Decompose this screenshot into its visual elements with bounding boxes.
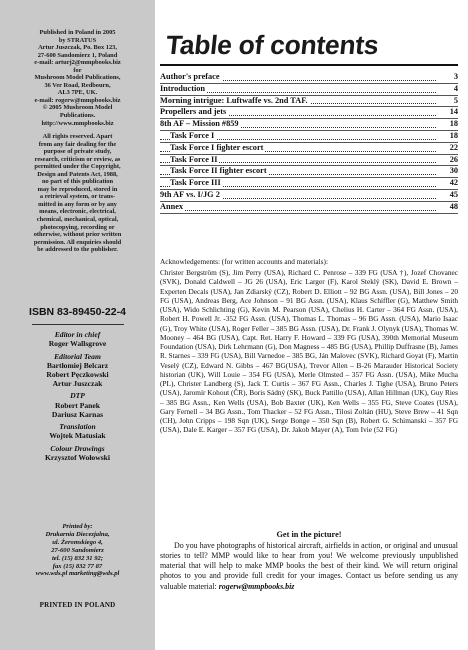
toc-entry-label: Task Force I fighter escort xyxy=(170,142,264,152)
credit-name: Wojtek Matusiak xyxy=(49,431,106,441)
contact-email[interactable]: rogerw@mmpbooks.biz xyxy=(218,581,295,591)
toc-entry-page: 18 xyxy=(449,119,458,129)
rights-line: means, electronic, electrical, xyxy=(39,208,116,216)
rights-line: be addressed to the publisher. xyxy=(37,246,118,254)
toc-entry-page: 4 xyxy=(453,83,458,93)
rights-line: mitted in any form or by any xyxy=(38,200,117,208)
sidebar xyxy=(0,0,155,650)
publisher-line: 27-600 Sandomierz 1, Poland xyxy=(37,51,118,59)
toc-entry-label: 9th AF vs. I/JG 2 xyxy=(160,189,220,199)
toc-entry-page: 22 xyxy=(449,142,458,152)
acknowledgements-heading: Acknowledgements: (for written accounts and materials): xyxy=(160,257,328,266)
toc-entry-page: 30 xyxy=(449,166,458,176)
get-in-picture-body xyxy=(160,541,458,592)
toc-entry-label: Annex xyxy=(160,201,184,211)
isbn: ISBN 83-89450-22-4 xyxy=(29,306,126,318)
rights-line: permission. All enquiries should xyxy=(33,238,122,246)
credit-name: Bartłomiej Belcarz xyxy=(46,360,109,370)
get-in-picture-heading: Get in the picture! xyxy=(276,530,342,539)
rights-line: permitted under the Copyright, xyxy=(34,163,121,171)
publisher-line: by STRATUS xyxy=(58,36,97,44)
get-in-picture xyxy=(160,530,458,592)
publisher-line: Mushroom Model Publications, xyxy=(34,74,121,82)
printer-line: ul. Żeromskiego 4, xyxy=(52,538,103,546)
printer-line: www.wds.pl marketing@wds.pl xyxy=(35,570,120,578)
publisher-line: 36 Ver Road, Redbourn, xyxy=(44,81,111,89)
toc-entry-page: 26 xyxy=(449,154,458,164)
credit-role: DTP xyxy=(70,391,85,401)
printer-line: 27-600 Sandomierz xyxy=(51,546,104,554)
printer-line: Drukarnia Diecezjalna, xyxy=(45,530,110,538)
toc-entry-label: Task Force II xyxy=(170,154,218,164)
toc-entry-label: Task Force I xyxy=(170,130,215,140)
rights-line: purpose of private study, xyxy=(43,148,112,156)
rights-line: no part of this publication xyxy=(41,178,114,186)
toc-entry-label: Propellers and jets xyxy=(160,107,227,117)
credit-role: Translation xyxy=(59,422,96,432)
toc-entry[interactable] xyxy=(160,107,458,119)
credits xyxy=(4,330,151,462)
toc-entry-label: Task Force III xyxy=(170,178,221,188)
publisher-line: for xyxy=(73,66,82,74)
toc-entry-page: 14 xyxy=(449,107,458,117)
rights-notice xyxy=(4,133,151,254)
publisher-info xyxy=(4,29,151,127)
toc-entry-page: 45 xyxy=(449,189,458,199)
toc-entry-label: Morning intrigue: Luftwaffe vs. 2nd TAF. xyxy=(160,95,308,105)
printer-line: fax (15) 832 77 87 xyxy=(52,562,103,570)
toc-entry-label: Introduction xyxy=(160,83,206,93)
toc-entry[interactable] xyxy=(160,155,458,167)
credit-name: Artur Juszczak xyxy=(52,378,103,388)
credit-name: Robert Pęczkowski xyxy=(46,369,109,379)
rights-line: Design and Patents Act, 1988, xyxy=(37,170,118,178)
toc-entry[interactable] xyxy=(160,72,458,84)
toc-entry-page: 3 xyxy=(453,72,458,81)
toc-entry[interactable] xyxy=(160,96,458,108)
credit-role: Colour Drawings xyxy=(50,443,105,453)
acknowledgements-text: Christer Bergström (S), Jim Perry (USA), Richard C. Penrose – 339 FG (USA †), Jozef Chovanec (SVK), Donald Caldwell – JG 26 (USA), Eric Larger (F), Karol Steklý (SK), David E. Brown – Experten Decals (USA), Jan Zdiarský (CZ), Robert D. Elliott – 92 BG Assn. (USA), Bill Jones – 20 FG (USA), Andreas Berg, Ace Johnson – 91 BG Assn. (USA), Klaus Schiffler (G), Matthew Smith (USA), Wido Schlichting (G), Kevin M. Pearson (USA), Chelius H. Carter – 364 FG Assn. (USA), Robert H. Powell Jr. -352 FG Assn. (USA), Thomas L. Thomas – 96 BG Assn. (USA), Mario Isaac (G), Troy White (USA), Roger Feller – 385 BG Assn. (USA), Dr. Frank J. Olynyk (USA), Thomas W. Mooney – 464 BG (USA), Capt. Ret. Harry F. Howard – 339 FG (USA), 390th Memorial Museum Foundation (USA), Dirk Lehrmann (G), Don Magness – 485 BG (USA), Phillip Duffrasne (B), James R. Starnes – 339 FG (USA), Bill Varnedoe – 385 BG, Ján Malovec (SVK), Richard Goyat (F), Martin Veselý (CZ), Edward N. Gibbs – 467 BG(USA), Trevor Allen – B-26 Marauder Historical Society historian (UK), Will Louie – 354 FG (USA), Merle Olmsted – 357 FG Assn. (USA), Mike Mucha (PL), Christer Landberg (S), Jack T. Curtis – 367 FG Assn., Charles J. Tighe (USA), Bruno Peters (USA), Jaromír Kohout (ČR), Boris Sádný (SK), Buck Pattillo (USA), Allan Hillman (UK), Guy Ries – 385 BG Assn., Ken Wells (USA), Bob Baxter (UK), Ken Wells – 355 FG, Steve Coates (USA), Gary Fernell – 34 BG Assn., Tom Thacker – 52 FG Assn., Tilosi Zoltán (HU), Steve Brew – 41 Sqn (CH), John Cripps – 198 Sqn (UK), Serge Bonge – 350 Sqn (B), Robert G. Schimanski – 357 FG (USA), Dale E. Karger – 357 FG (USA), Dr. Jakob Mayer (A), Tom Ivie (52 FG) xyxy=(160,268,458,435)
rights-line: may be reproduced, stored in xyxy=(37,185,118,193)
rights-line: photocopying, recording or xyxy=(40,223,115,231)
rights-line: from any fair dealing for the xyxy=(38,140,117,148)
toc-entry-page: 42 xyxy=(449,178,458,188)
publisher-line: Artur Juszczak, Po. Box 123, xyxy=(38,44,117,52)
publisher-line: e-mail: arturj2@mmpbooks.biz xyxy=(34,59,121,67)
printer-info xyxy=(4,523,151,578)
toc-leader xyxy=(160,210,436,211)
toc-entry[interactable] xyxy=(160,190,458,202)
credit-name: Krzysztof Wołowski xyxy=(44,452,111,462)
toc-entry-page: 18 xyxy=(449,130,458,140)
toc-entry-label: Author's preface xyxy=(160,72,220,81)
publisher-line: AL3 7PE, UK. xyxy=(57,89,98,97)
rights-line: otherwise, without prior written xyxy=(33,231,122,239)
toc-entry[interactable] xyxy=(160,202,458,214)
rights-line: chemical, mechanical, optical, xyxy=(36,216,119,224)
toc-entry[interactable] xyxy=(160,119,458,131)
credit-role: Editor in chief xyxy=(54,330,101,339)
toc-list xyxy=(160,72,458,214)
toc-entry-label: Task Force II fighter escort xyxy=(170,166,267,176)
publisher-line: © 2005 Mushroom Model xyxy=(42,104,113,112)
printed-in: PRINTED IN POLAND xyxy=(39,601,116,609)
toc-entry-page: 48 xyxy=(449,201,458,211)
publisher-line: Published in Poland in 2005 xyxy=(39,29,116,36)
get-in-picture-text: Do you have photographs of historical aircraft, airfields in action, or original and unusual stories to tell? MMP would like to hear from you! We welcome previously unpublished material that will help to make MMP books the best of their kind. We will return original photos to you and provide full credit for your images. Contact us before sending us any valuable material: xyxy=(160,540,458,591)
toc-entry[interactable] xyxy=(160,166,458,178)
credit-name: Robert Panek xyxy=(55,400,100,410)
credit-role: Editorial Team xyxy=(54,351,101,361)
toc-entry-page: 5 xyxy=(453,95,458,105)
credit-name: Dariusz Karnas xyxy=(51,409,104,419)
toc-entry[interactable] xyxy=(160,143,458,155)
printer-line: tel. (15) 832 31 92; xyxy=(51,554,104,562)
publisher-line: http://www.mmpbooks.biz xyxy=(41,119,114,127)
page-title: Table of contents xyxy=(164,30,380,60)
rights-line: All rights reserved. Apart xyxy=(42,133,113,140)
printer-line: Printed by: xyxy=(62,523,93,530)
toc-entry[interactable] xyxy=(160,84,458,96)
rights-line: research, criticism or review, as xyxy=(34,155,121,163)
isbn-divider xyxy=(32,324,124,325)
credit-name: Roger Wallsgrove xyxy=(48,339,107,349)
rights-line: a retrieval system, or trans- xyxy=(39,193,116,201)
publisher-line: e-mail: rogerw@mmpbooks.biz xyxy=(34,96,121,104)
toc-entry-label: 8th AF – Mission #859 xyxy=(160,119,239,129)
publisher-line: Publications. xyxy=(59,112,96,120)
toc-entry[interactable] xyxy=(160,178,458,190)
title-divider xyxy=(160,64,458,66)
toc-entry[interactable] xyxy=(160,131,458,143)
